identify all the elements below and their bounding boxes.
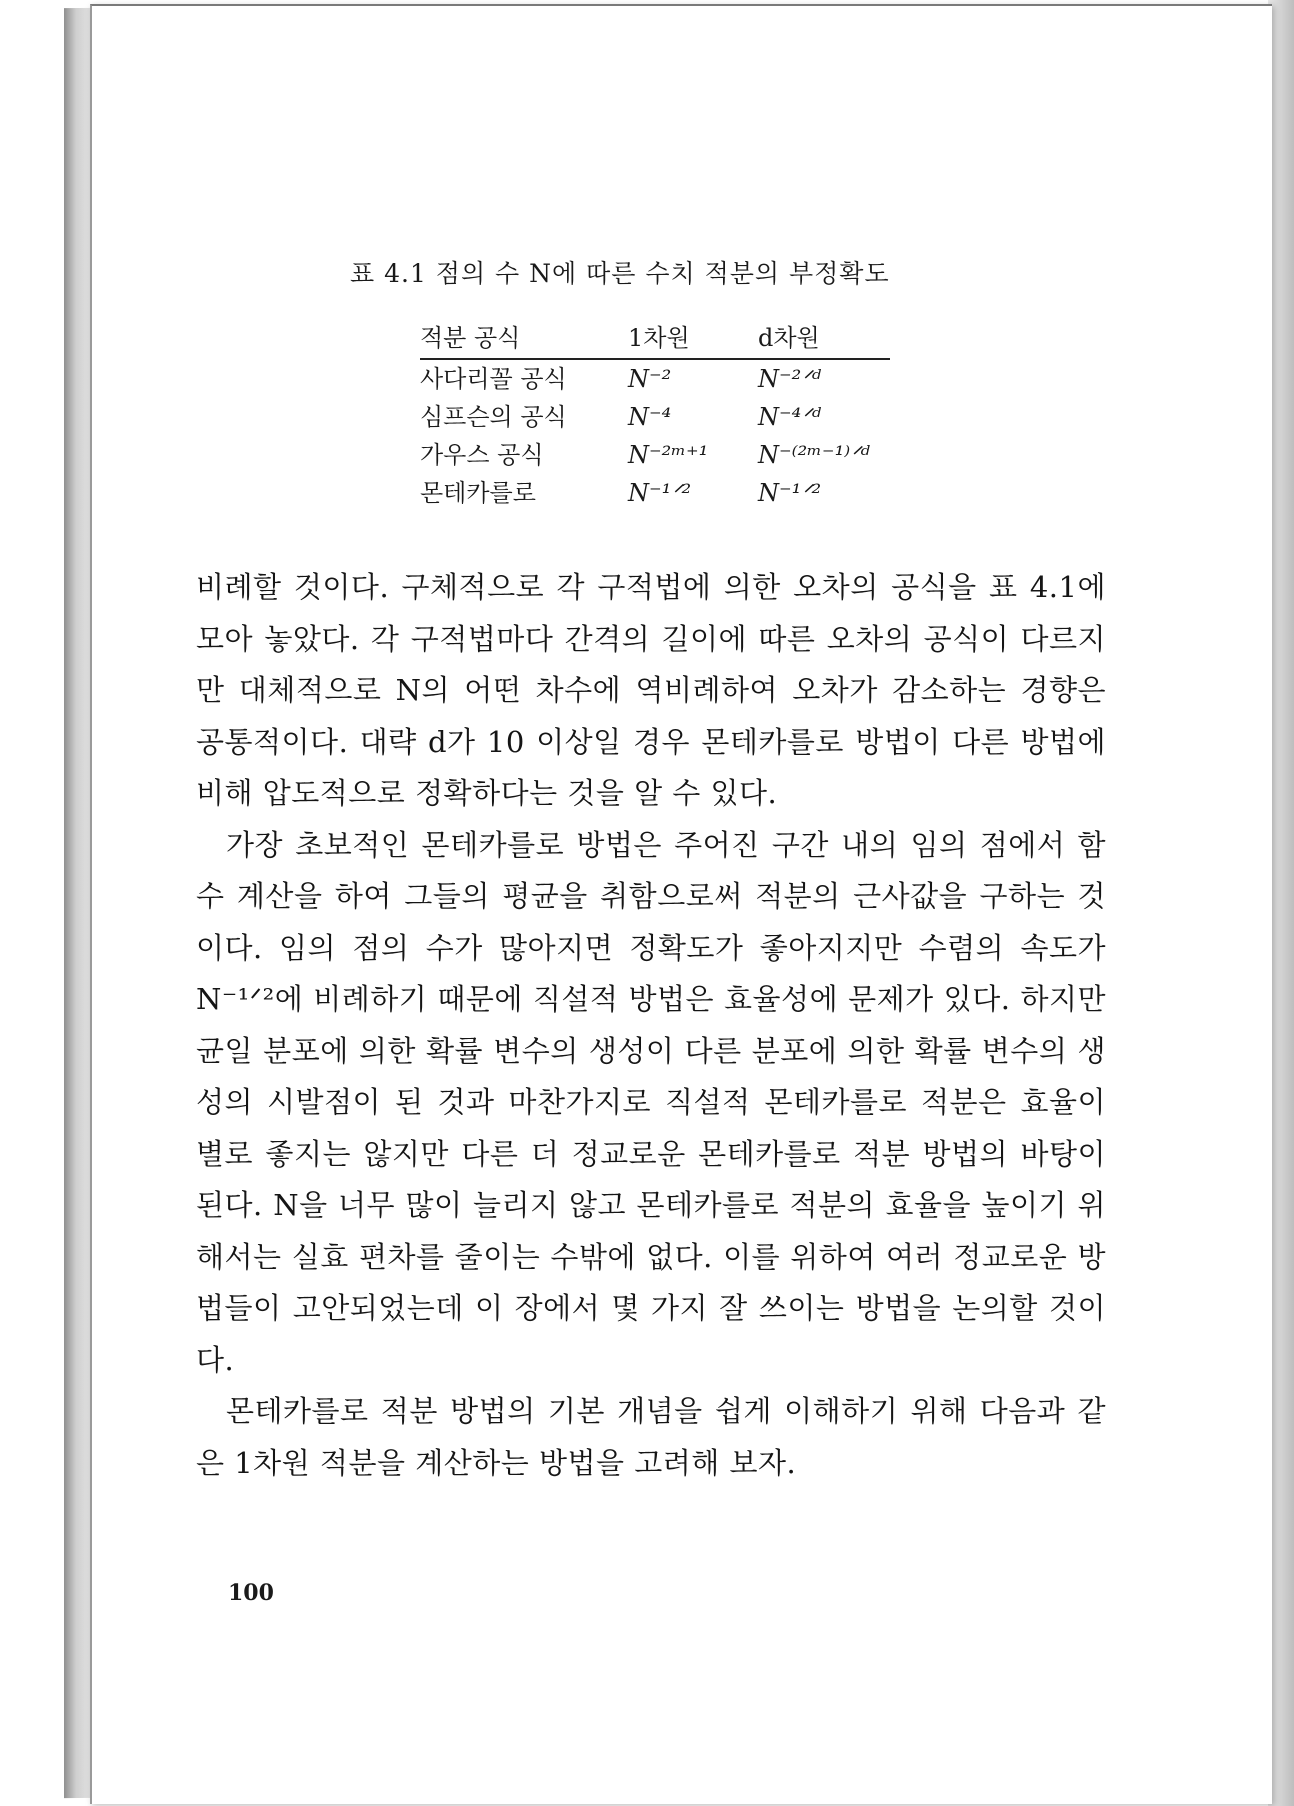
table-caption: 표 4.1 점의 수 N에 따른 수치 적분의 부정확도: [350, 259, 890, 288]
table-cell: N⁻⁴ᐟᵈ: [758, 403, 822, 431]
table-cell: N⁻²ᵐ⁺¹: [628, 441, 709, 469]
table-cell: 가우스 공식: [420, 441, 544, 469]
table-cell: 사다리꼴 공식: [420, 365, 567, 393]
table-cell: N⁻⁴: [628, 403, 672, 431]
table-cell: N⁻²: [628, 365, 672, 393]
table-cell: N⁻¹ᐟ²: [758, 479, 822, 507]
table-row: [420, 398, 890, 436]
table-row: [420, 474, 890, 512]
table-cell: N⁻²ᐟᵈ: [758, 365, 822, 393]
error-table: [420, 318, 890, 512]
page-number: 100: [228, 1580, 274, 1606]
table-cell: 심프슨의 공식: [420, 403, 567, 431]
table-header-row: [420, 318, 890, 360]
table-cell: 몬테카를로: [420, 479, 536, 507]
table-header-cell: d차원: [758, 324, 820, 352]
table-header-cell: 1차원: [628, 324, 690, 352]
paragraph: 가장 초보적인 몬테카를로 방법은 주어진 구간 내의 임의 점에서 함수 계산을 하여 그들의 평균을 취함으로써 적분의 근사값을 구하는 것이다. 임의 점의 수가 많아지면 정확도가 좋아지지만 수렴의 속도가 N⁻¹ᐟ²에 비례하기 때문에 직설적 방법은 효율성에 문제가 있다. 하지만 균일 분포에 의한 확률 변수의 생성이 다른 분포에 의한 확률 변수의 생성의 시발점이 된 것과 마찬가지로 직설적 몬테카를로 적분은 효율이 별로 좋지는 않지만 다른 더 정교로운 몬테카를로 적분 방법의 바탕이 된다. N을 너무 많이 늘리지 않고 몬테카를로 적분의 효율을 높이기 위해서는 실효 편차를 줄이는 수밖에 없다. 이를 위하여 여러 정교로운 방법들이 고안되었는데 이 장에서 몇 가지 잘 쓰이는 방법을 논의할 것이다.: [196, 827, 1106, 1377]
table-header-cell: 적분 공식: [420, 324, 521, 352]
paragraph: 비례할 것이다. 구체적으로 각 구적법에 의한 오차의 공식을 표 4.1에 모아 놓았다. 각 구적법마다 간격의 길이에 따른 오차의 공식이 다르지만 대체적으로 N의 어떤 차수에 역비례하여 오차가 감소하는 경향은 공통적이다. 대략 d가 10 이상일 경우 몬테카를로 방법이 다른 방법에 비해 압도적으로 정확하다는 것을 알 수 있다.: [196, 570, 1106, 810]
body-text: [196, 562, 1106, 1489]
paragraph: 몬테카를로 적분 방법의 기본 개념을 쉽게 이해하기 위해 다음과 같은 1차원 적분을 계산하는 방법을 고려해 보자.: [196, 1394, 1106, 1480]
table-row: [420, 436, 890, 474]
table-row: [420, 360, 890, 398]
table-cell: N⁻¹ᐟ²: [628, 479, 692, 507]
table-cell: N⁻⁽²ᵐ⁻¹⁾ᐟᵈ: [758, 441, 870, 469]
